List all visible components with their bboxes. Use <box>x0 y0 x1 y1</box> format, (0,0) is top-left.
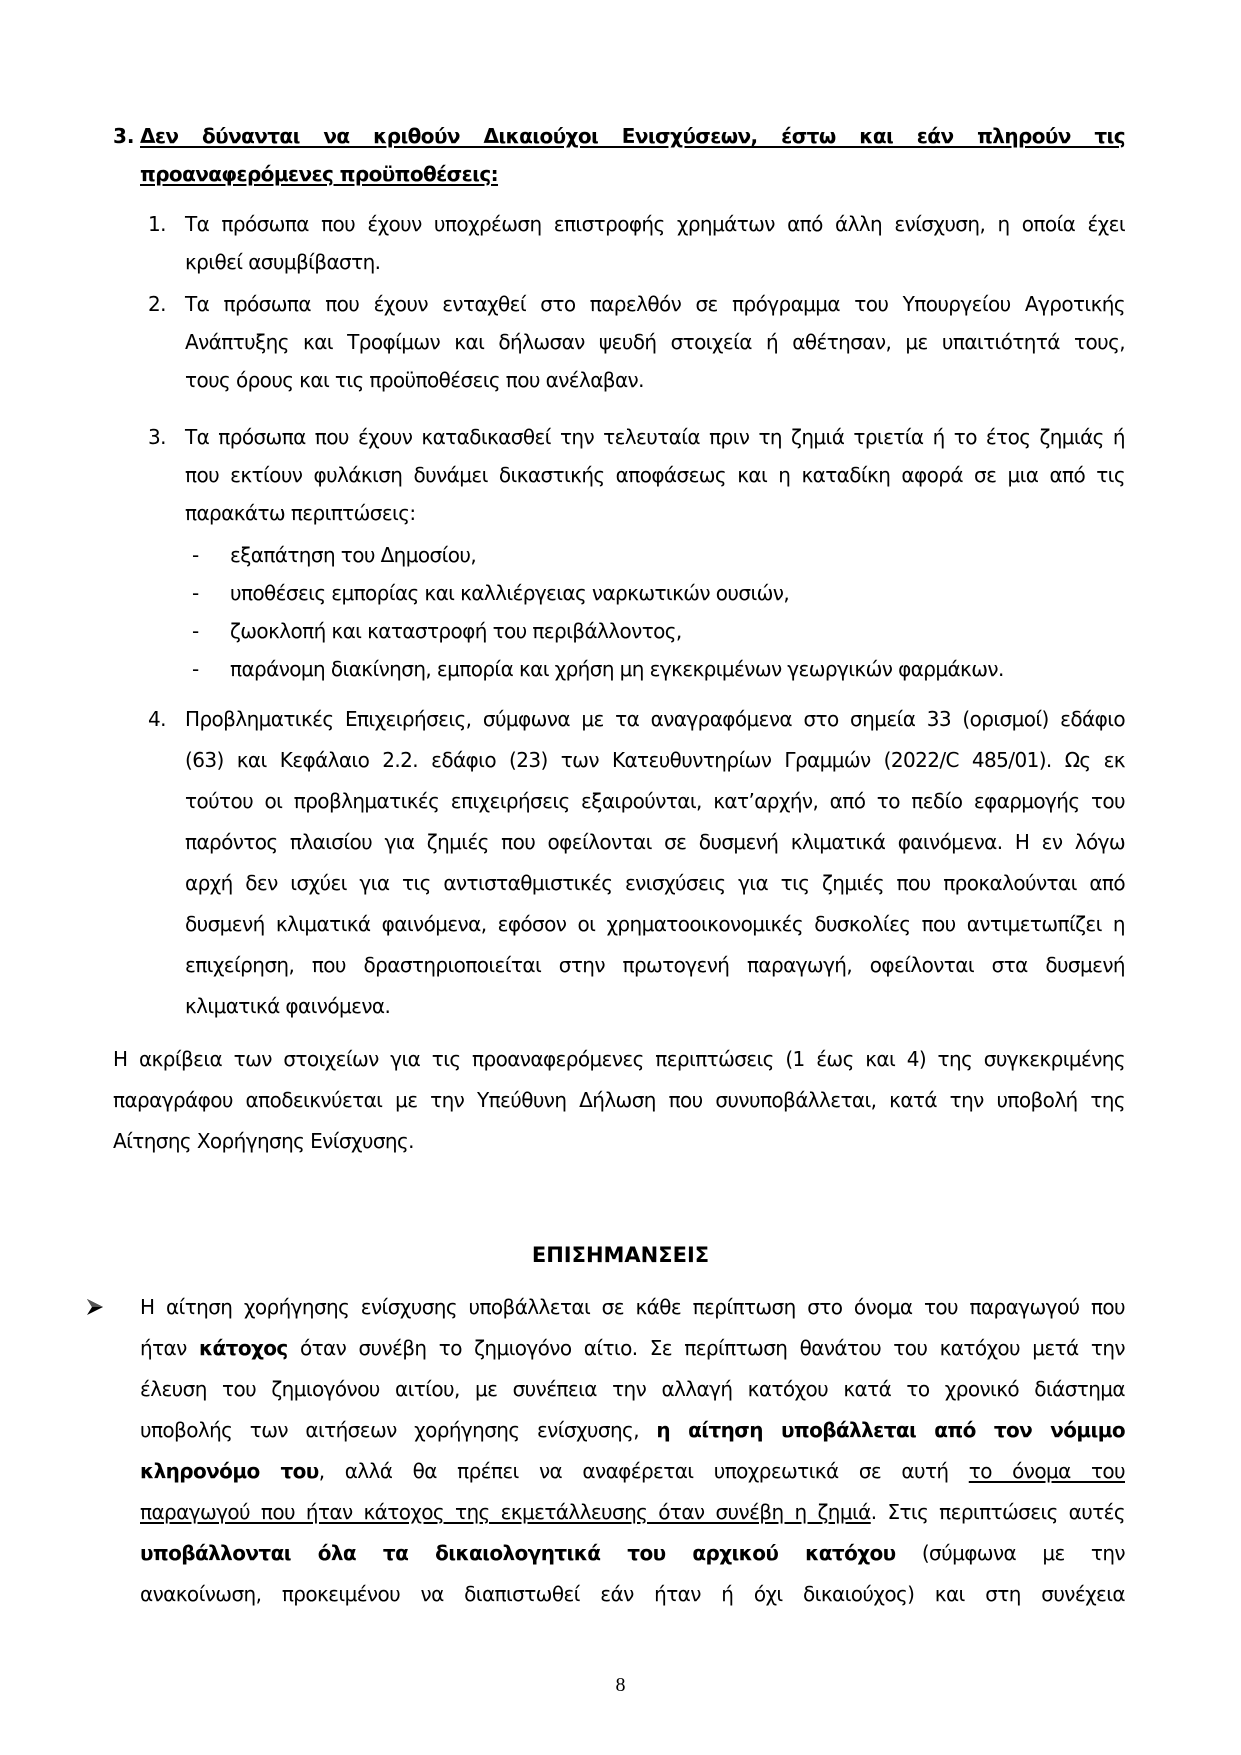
notes-bullet-line: έλευση του ζημιογόνου αιτίου, με συνέπεια την αλλαγή κατόχου κατά το χρονικό διάστημα <box>140 1377 1125 1401</box>
text-run: όταν συνέβη το ζημιογόνο αίτιο. Σε περίπτωση θανάτου του κατόχου μετά την <box>287 1336 1125 1360</box>
list-item-text: παρόντος πλαισίου για ζημιές που οφείλονται σε δυσμενή κλιματικά φαινόμενα. Η εν λόγω <box>185 830 1125 854</box>
bold-phrase: υποβάλλονται όλα τα δικαιολογητικά του αρχικού κατόχου <box>140 1541 896 1565</box>
sub-list-item: παράνομη διακίνηση, εμπορία και χρήση μη εγκεκριμένων γεωργικών φαρμάκων. <box>230 657 1004 681</box>
sub-list-item: εξαπάτηση του Δημοσίου, <box>230 543 477 567</box>
page-number: 8 <box>615 1674 626 1696</box>
list-item-text: παρακάτω περιπτώσεις: <box>185 501 416 525</box>
list-item-text: Τα πρόσωπα που έχουν καταδικασθεί την τελευταία πριν τη ζημιά τριετία ή το έτος ζημιάς ή <box>185 425 1125 449</box>
sub-list-item: ζωοκλοπή και καταστροφή του περιβάλλοντος, <box>230 619 682 643</box>
list-item-text: δυσμενή κλιματικά φαινόμενα, εφόσον οι χρηματοοικονομικές δυσκολίες που αντιμετωπίζει η <box>185 912 1125 936</box>
list-item-text: τούτου οι προβληματικές επιχειρήσεις εξαιρούνται, κατ’αρχήν, από το πεδίο εφαρμογής του <box>185 789 1125 813</box>
list-item-text: επιχείρηση, που δραστηριοποιείται στην πρωτογενή παραγωγή, οφείλονται στα δυσμενή <box>185 953 1125 977</box>
bold-term-katoxos: κάτοχος <box>198 1336 288 1360</box>
notes-bullet-line <box>140 1493 1125 1531</box>
list-item-text: αρχή δεν ισχύει για τις αντισταθμιστικές ενισχύσεις για τις ζημιές που προκαλούνται από <box>185 871 1125 895</box>
list-item-text: Τα πρόσωπα που έχουν ενταχθεί στο παρελθόν σε πρόγραμμα του Υπουργείου Αγροτικής <box>185 292 1125 316</box>
section-heading-line-1: Δεν δύνανται να κριθούν Δικαιούχοι Ενισχύσεων, έστω και εάν πληρούν τις <box>140 124 1125 148</box>
list-item-text: Τα πρόσωπα που έχουν υποχρέωση επιστροφής χρημάτων από άλλη ενίσχυση, η οποία έχει <box>185 212 1125 236</box>
notes-bullet-line <box>140 1329 1125 1367</box>
dash-bullet: - <box>192 581 200 605</box>
text-run: , αλλά θα πρέπει να αναφέρεται υποχρεωτικά σε αυτή <box>318 1459 969 1483</box>
closing-paragraph-line: παραγράφου αποδεικνύεται με την Υπεύθυνη Δήλωση που συνυποβάλλεται, κατά την υποβολή της <box>113 1088 1125 1112</box>
arrowhead-bullet-icon <box>86 1298 104 1316</box>
underlined-phrase: το όνομα του <box>968 1459 1125 1483</box>
list-item-text: (63) και Κεφάλαιο 2.2. εδάφιο (23) των Κατευθυντηρίων Γραμμών (2022/C 485/01). Ως εκ <box>185 748 1125 772</box>
list-item-text: Ανάπτυξης και Τροφίμων και δήλωσαν ψευδή στοιχεία ή αθέτησαν, με υπαιτιότητά τους, <box>185 330 1125 354</box>
list-item-number: 2. <box>148 292 166 316</box>
section-heading-line-2: προαναφερόμενες προϋποθέσεις: <box>140 162 499 186</box>
list-item-text: τους όρους και τις προϋποθέσεις που ανέλαβαν. <box>185 368 644 392</box>
list-item-text: κριθεί ασυμβίβαστη. <box>185 250 381 274</box>
text-run: ήταν <box>140 1336 199 1360</box>
underlined-phrase: παραγωγού που ήταν κάτοχος της εκμετάλλευσης όταν συνέβη η ζημιά <box>140 1500 871 1524</box>
bold-phrase: κληρονόμο του <box>140 1459 319 1483</box>
dash-bullet: - <box>192 619 200 643</box>
dash-bullet: - <box>192 543 200 567</box>
bold-phrase: η αίτηση υποβάλλεται από τον νόμιμο <box>656 1418 1125 1442</box>
notes-bullet-line <box>140 1411 1125 1449</box>
text-run: (σύμφωνα με την <box>895 1541 1125 1565</box>
list-item-text: Προβληματικές Επιχειρήσεις, σύμφωνα με τα αναγραφόμενα στο σημεία 33 (ορισμοί) εδάφιο <box>185 707 1125 731</box>
sub-list-item: υποθέσεις εμπορίας και καλλιέργειας ναρκωτικών ουσιών, <box>230 581 790 605</box>
notes-bullet-line: ανακοίνωση, προκειμένου να διαπιστωθεί εάν ήταν ή όχι δικαιούχος) και στη συνέχεια <box>140 1582 1125 1606</box>
dash-bullet: - <box>192 657 200 681</box>
list-item-text: κλιματικά φαινόμενα. <box>185 994 391 1018</box>
text-run: υποβολής των αιτήσεων χορήγησης ενίσχυσης, <box>140 1418 657 1442</box>
closing-paragraph-line: Αίτησης Χορήγησης Ενίσχυσης. <box>113 1129 414 1153</box>
list-item-number: 1. <box>148 212 166 236</box>
notes-bullet-line <box>140 1534 1125 1572</box>
text-run: . Στις περιπτώσεις αυτές <box>870 1500 1126 1524</box>
list-item-number: 3. <box>148 425 166 449</box>
notes-title: ΕΠΙΣΗΜΑΝΣΕΙΣ <box>531 1243 710 1267</box>
notes-bullet-line <box>140 1452 1125 1490</box>
closing-paragraph-line: Η ακρίβεια των στοιχείων για τις προαναφερόμενες περιπτώσεις (1 έως και 4) της συγκεκριμένης <box>113 1047 1125 1071</box>
section-number: 3. <box>113 124 135 148</box>
list-item-text: που εκτίουν φυλάκιση δυνάμει δικαστικής αποφάσεως και η καταδίκη αφορά σε μια από τις <box>185 463 1125 487</box>
notes-bullet-line: Η αίτηση χορήγησης ενίσχυσης υποβάλλεται σε κάθε περίπτωση στο όνομα του παραγωγού που <box>140 1295 1125 1319</box>
list-item-number: 4. <box>148 707 166 731</box>
